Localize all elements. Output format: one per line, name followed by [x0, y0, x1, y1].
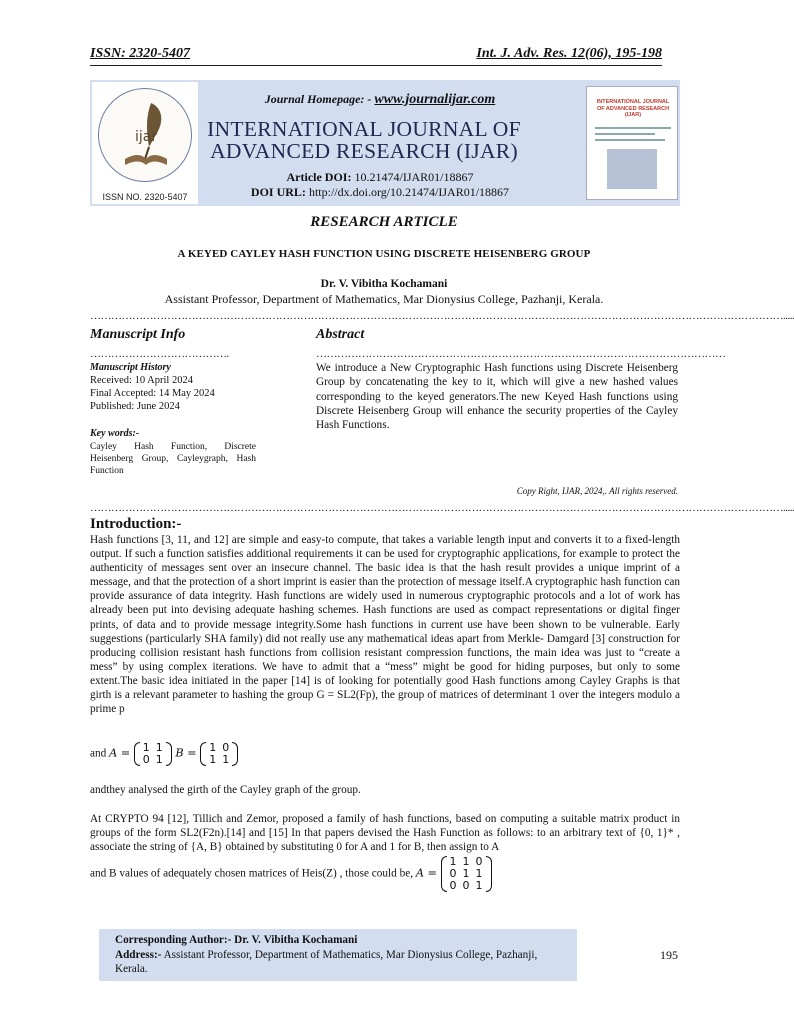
dotted-separator: ………………………………………………………………………………………………………: [316, 348, 726, 360]
cover-title: INTERNATIONAL JOURNAL OF ADVANCED RESEARCH (IJAR): [596, 99, 670, 119]
keywords-label: Key words:-: [90, 428, 140, 439]
homepage-link[interactable]: www.journalijar.com: [374, 92, 496, 107]
introduction-heading: Introduction:-: [90, 516, 182, 532]
cover-rule: [595, 139, 665, 141]
doi-url-link[interactable]: http://dx.doi.org/10.21474/IJAR01/18867: [305, 185, 510, 199]
dotted-separator: ………………………………….: [90, 348, 229, 360]
matrix-heisenberg: [441, 856, 492, 892]
cover-rule: [595, 133, 655, 135]
matrix-cell: 0: [142, 753, 150, 766]
cover-rule: [595, 127, 671, 129]
journal-title-line: INTERNATIONAL JOURNAL OF: [207, 117, 521, 141]
address-text: Assistant Professor, Department of Mathematics, Mar Dionysius College, Pazhanji, Kerala.: [115, 948, 538, 975]
math-and-text: and: [90, 747, 110, 760]
matrix-cell: 1: [462, 855, 470, 868]
logo-text: ijar: [135, 129, 158, 145]
matrix-a-label: A =: [109, 746, 134, 760]
author-affiliation: Assistant Professor, Department of Mathematics, Mar Dionysius College, Pazhanji, Kerala.: [164, 292, 604, 306]
article-doi: 10.21474/IJAR01/18867: [351, 170, 474, 184]
cover-image: [607, 149, 657, 189]
introduction-paragraph: andthey analysed the girth of the Cayley graph of the group.: [90, 784, 361, 796]
accepted-date: Final Accepted: 14 May 2024: [90, 388, 215, 399]
matrix-cell: 1: [209, 741, 217, 754]
dotted-separator: ……………………………………………………………………………………………………………………………………………………………………………….....: [90, 502, 794, 514]
copyright-notice: Copy Right, IJAR, 2024,. All rights reserved.: [516, 486, 678, 496]
matrix-a: [134, 742, 172, 766]
abstract-heading: Abstract: [316, 327, 365, 342]
published-date: Published: June 2024: [90, 401, 180, 412]
matrix-cell: 1: [449, 855, 457, 868]
matrix-equation-heis: [90, 856, 492, 892]
page-number: 195: [660, 948, 678, 962]
matrix-equation-ab: [90, 742, 238, 766]
matrix-cell: 1: [155, 753, 163, 766]
manuscript-info-heading: Manuscript Info: [90, 327, 186, 342]
homepage-label: Journal Homepage: -: [264, 92, 375, 106]
paper-title: A KEYED CAYLEY HASH FUNCTION USING DISCRETE HEISENBERG GROUP: [177, 248, 591, 260]
corresponding-author: Corresponding Author:- Dr. V. Vibitha Kochamani: [115, 934, 358, 946]
matrix-cell: 0: [222, 741, 230, 754]
matrix-cell: 1: [155, 741, 163, 754]
issn-label: ISSN: 2320-5407: [90, 46, 190, 61]
matrix-cell: 1: [475, 879, 483, 892]
matrix-cell: 1: [209, 753, 217, 766]
journal-title-line: ADVANCED RESEARCH (IJAR): [210, 139, 518, 163]
introduction-paragraph: At CRYPTO 94 [12], Tillich and Zemor, proposed a family of hash functions, based on computing a suitable matrix product in groups of the form SL2(F2n).[14] and [15] In that papers devised the Hash Function as follows: to an arbitrary text of {0, 1}* , associate the string of {A, B} obtained by substituting 0 for A and 1 for B, then assign to A: [90, 813, 680, 854]
corresponding-address: [115, 948, 561, 977]
matrix-cell: 1: [142, 741, 150, 754]
running-header: [90, 46, 662, 66]
doi-block: [170, 170, 590, 200]
matrix-cell: 1: [475, 867, 483, 880]
keywords-text: Cayley Hash Function, Discrete Heisenberg Group, Cayleygraph, Hash Function: [90, 442, 256, 476]
author-name: Dr. V. Vibitha Kochamani: [320, 278, 448, 290]
manuscript-dates: [90, 374, 215, 413]
matrix-cell: 0: [475, 855, 483, 868]
journal-reference: Int. J. Adv. Res. 12(06), 195-198: [476, 46, 662, 61]
abstract-text: We introduce a New Cryptographic Hash functions using Discrete Heisenberg Group by concatenating the key to it, which will give a new hashed values corresponding to the keyed generators.The new Keyed Hash functions using Discrete Heisenberg Group will enhance the security properties of the Cayley Hash Functions.: [316, 362, 678, 432]
received-date: Received: 10 April 2024: [90, 375, 193, 386]
manuscript-history-label: Manuscript History: [90, 362, 171, 373]
article-type: RESEARCH ARTICLE: [310, 214, 458, 230]
matrix-cell: 0: [449, 867, 457, 880]
journal-title: [124, 118, 604, 162]
journal-homepage: [170, 92, 590, 108]
matrix-cell: 1: [222, 753, 230, 766]
matrix-cell: 0: [449, 879, 457, 892]
matrix-b: [200, 742, 238, 766]
article-doi-label: Article DOI:: [286, 170, 352, 184]
matrix-cell: 1: [462, 867, 470, 880]
introduction-paragraph: Hash functions [3, 11, and 12] are simple and easy-to compute, that takes a variable length input and converts it to a fixed-length output. If such a function satisfies additional requirements it can be used for cryptographic applications, for example to protect the authenticity of messages sent over an insecure channel. The basic idea is that the hash result provides a unique imprint of a message, and that the protection of a short imprint is easier than the protection of message itself.A cryptographic hash function can provide assurance of data integrity. Hash functions are widely used in numerous cryptographic protocols and a lot of work has already been put into devising adequate hashing schemes. Hash functions are used as compact representations or digital finger prints, of data and to provide message integrity.Some hash functions in current use have been shown to be vulnerable. Early suggestions (particularly SHA family) did not really use any mathematical ideas apart from Merkle- Damgard [3] construction for producing collision resistant hash functions from collision resistant compression functions, the main idea was just to “create a mess” by using complex iterations. We have to admit that a “mess” might be good for hiding purposes, but only to some extent.The basic idea initiated in the paper [14] is of looking for potentially good Hash functions among Cayley Graphs is that girth is a relevant parameter to hashing the group G = SL2(Fp), the group of matrices of determinant 1 over the integers modulo a prime p: [90, 534, 680, 716]
logo-issn: ISSN NO. 2320-5407: [102, 192, 188, 202]
introduction-paragraph-tail: and B values of adequately chosen matrices of Heis(Z) , those could be,: [90, 867, 416, 880]
matrix-b-label: B =: [171, 746, 201, 760]
address-label: Address:-: [115, 948, 162, 961]
dotted-separator: ……………………………………………………………………………………………………………………………………………………………………………….....: [90, 310, 794, 322]
matrix-cell: 0: [462, 879, 470, 892]
corresponding-author-box: [99, 929, 577, 981]
matrix-h-label: A =: [415, 866, 441, 880]
doi-url-label: DOI URL:: [250, 185, 306, 199]
